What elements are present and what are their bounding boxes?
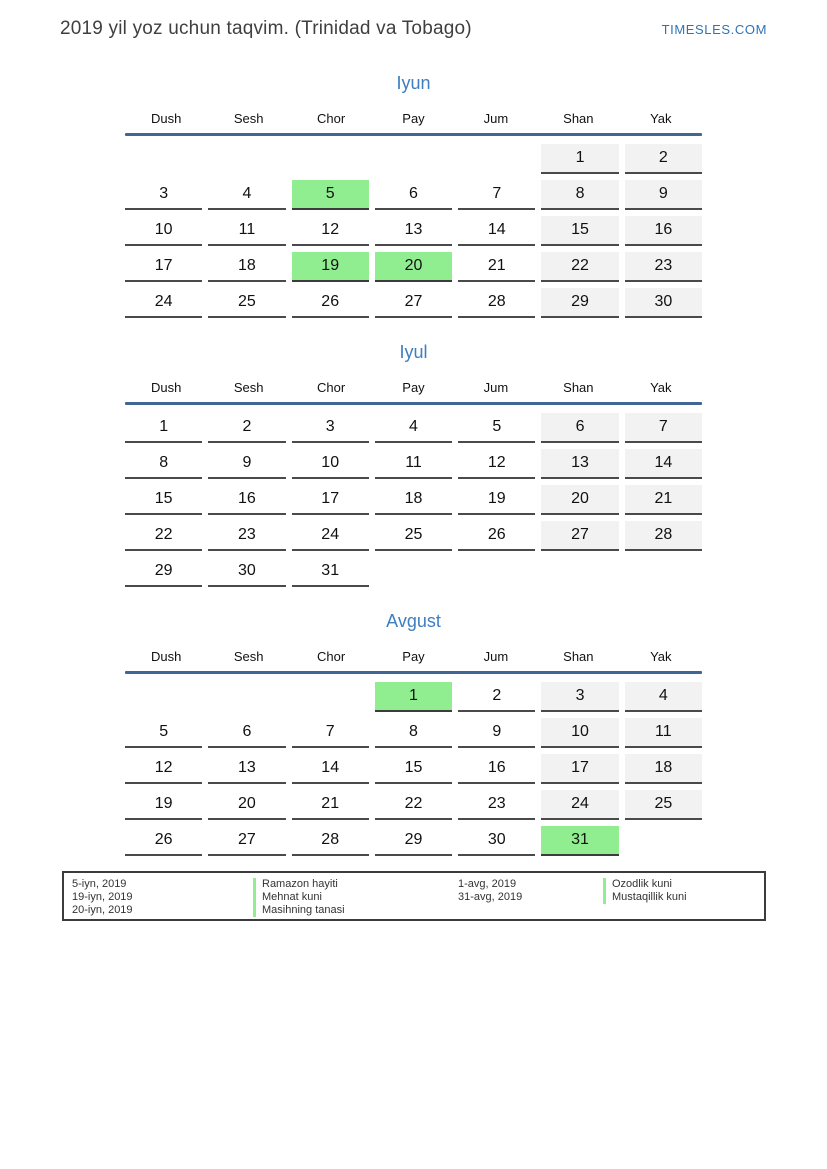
day-cell: 30 (208, 557, 285, 587)
legend-date: 31-avg, 2019 (458, 891, 523, 903)
weekend-day-cell: 30 (625, 288, 702, 318)
weekend-day-cell: 1 (541, 144, 618, 174)
day-cell: 9 (208, 449, 285, 479)
day-cell: 23 (458, 790, 535, 820)
month-divider-rule (125, 133, 702, 136)
weekend-day-cell: 24 (541, 790, 618, 820)
day-cell: 23 (208, 521, 285, 551)
legend-holiday-name: Mustaqillik kuni (603, 891, 687, 904)
page-title: 2019 yil yoz uchun taqvim. (Trinidad va Tobago) (60, 18, 472, 39)
day-cell: 7 (292, 718, 369, 748)
day-cell: 12 (458, 449, 535, 479)
legend-holiday-name: Ramazon hayiti (253, 878, 338, 891)
day-cell: 4 (375, 413, 452, 443)
weekend-day-cell: 8 (541, 180, 618, 210)
day-cell: 5 (125, 718, 202, 748)
day-cell: 12 (292, 216, 369, 246)
empty-cell (125, 144, 202, 174)
weekday-label: Shan (563, 380, 594, 395)
legend-holiday-name: Masihning tanasi (253, 904, 345, 917)
day-cell: 4 (208, 180, 285, 210)
weekday-label: Pay (402, 111, 425, 126)
weekday-label: Dush (151, 649, 182, 664)
empty-cell (458, 557, 535, 587)
day-cell: 8 (125, 449, 202, 479)
day-cell: 13 (375, 216, 452, 246)
holiday-day-cell: 31 (541, 826, 618, 856)
month-divider-rule (125, 402, 702, 405)
weekday-label: Yak (650, 111, 672, 126)
weekend-day-cell: 9 (625, 180, 702, 210)
weekday-label: Sesh (233, 380, 264, 395)
brand-link[interactable]: TIMESLES.COM (661, 22, 767, 37)
legend-box (62, 871, 766, 921)
holiday-day-cell: 19 (292, 252, 369, 282)
weekday-label: Shan (563, 111, 594, 126)
weekend-day-cell: 25 (625, 790, 702, 820)
day-cell: 26 (125, 826, 202, 856)
weekday-label: Sesh (233, 111, 264, 126)
weekday-label: Yak (650, 649, 672, 664)
legend-grid (64, 873, 764, 917)
legend-spacer (458, 904, 603, 917)
day-cell: 30 (458, 826, 535, 856)
day-cell: 7 (458, 180, 535, 210)
page-header (60, 18, 767, 40)
legend-spacer (603, 904, 764, 917)
day-cell: 6 (375, 180, 452, 210)
empty-cell (125, 682, 202, 712)
day-cell: 25 (208, 288, 285, 318)
weekend-day-cell: 4 (625, 682, 702, 712)
weekday-label: Pay (402, 380, 425, 395)
month-title: Iyul (399, 342, 428, 362)
day-cell: 24 (125, 288, 202, 318)
day-cell: 2 (208, 413, 285, 443)
weekend-day-cell: 6 (541, 413, 618, 443)
empty-cell (541, 557, 618, 587)
day-cell: 28 (292, 826, 369, 856)
empty-cell (625, 557, 702, 587)
day-cell: 13 (208, 754, 285, 784)
day-grid (125, 682, 702, 856)
day-cell: 29 (375, 826, 452, 856)
weekend-day-cell: 17 (541, 754, 618, 784)
empty-cell (292, 144, 369, 174)
weekend-day-cell: 3 (541, 682, 618, 712)
weekend-day-cell: 22 (541, 252, 618, 282)
holiday-day-cell: 1 (375, 682, 452, 712)
month-avgust (125, 608, 702, 856)
day-cell: 22 (375, 790, 452, 820)
weekday-label: Dush (151, 111, 182, 126)
day-cell: 17 (292, 485, 369, 515)
month-divider-rule (125, 671, 702, 674)
weekday-header-row (125, 110, 702, 128)
weekday-label: Jum (483, 111, 509, 126)
legend-holiday-name: Mehnat kuni (253, 891, 322, 904)
weekday-label: Chor (316, 649, 346, 664)
legend-date: 5-iyn, 2019 (72, 878, 127, 890)
day-cell: 6 (208, 718, 285, 748)
empty-cell (625, 826, 702, 856)
day-cell: 19 (458, 485, 535, 515)
day-cell: 18 (208, 252, 285, 282)
weekday-label: Chor (316, 111, 346, 126)
weekend-day-cell: 18 (625, 754, 702, 784)
day-cell: 21 (292, 790, 369, 820)
month-iyun (125, 70, 702, 318)
day-cell: 10 (292, 449, 369, 479)
weekend-day-cell: 14 (625, 449, 702, 479)
day-cell: 20 (208, 790, 285, 820)
weekday-label: Jum (483, 380, 509, 395)
weekday-label: Jum (483, 649, 509, 664)
day-cell: 18 (375, 485, 452, 515)
day-cell: 5 (458, 413, 535, 443)
day-cell: 22 (125, 521, 202, 551)
weekday-label: Sesh (233, 649, 264, 664)
month-title: Avgust (386, 611, 441, 631)
day-cell: 2 (458, 682, 535, 712)
weekend-day-cell: 28 (625, 521, 702, 551)
holiday-day-cell: 20 (375, 252, 452, 282)
day-cell: 24 (292, 521, 369, 551)
day-cell: 16 (208, 485, 285, 515)
weekend-day-cell: 20 (541, 485, 618, 515)
weekend-day-cell: 2 (625, 144, 702, 174)
day-cell: 12 (125, 754, 202, 784)
empty-cell (375, 557, 452, 587)
weekend-day-cell: 10 (541, 718, 618, 748)
day-cell: 14 (292, 754, 369, 784)
holiday-day-cell: 5 (292, 180, 369, 210)
empty-cell (292, 682, 369, 712)
weekend-day-cell: 11 (625, 718, 702, 748)
day-cell: 15 (375, 754, 452, 784)
empty-cell (208, 144, 285, 174)
legend-date: 20-iyn, 2019 (72, 904, 133, 916)
day-cell: 9 (458, 718, 535, 748)
legend-holiday-name: Ozodlik kuni (603, 878, 672, 891)
legend-date: 1-avg, 2019 (458, 878, 517, 890)
day-cell: 3 (292, 413, 369, 443)
day-cell: 15 (125, 485, 202, 515)
weekday-label: Chor (316, 380, 346, 395)
weekend-day-cell: 16 (625, 216, 702, 246)
day-cell: 14 (458, 216, 535, 246)
day-cell: 27 (375, 288, 452, 318)
day-cell: 1 (125, 413, 202, 443)
calendar-months (125, 70, 702, 856)
legend-date: 19-iyn, 2019 (72, 891, 133, 903)
day-cell: 31 (292, 557, 369, 587)
day-cell: 19 (125, 790, 202, 820)
day-cell: 3 (125, 180, 202, 210)
day-cell: 27 (208, 826, 285, 856)
day-cell: 10 (125, 216, 202, 246)
weekend-day-cell: 23 (625, 252, 702, 282)
weekday-label: Yak (650, 380, 672, 395)
day-cell: 11 (375, 449, 452, 479)
day-cell: 25 (375, 521, 452, 551)
day-cell: 17 (125, 252, 202, 282)
weekend-day-cell: 7 (625, 413, 702, 443)
month-iyul (125, 339, 702, 587)
weekend-day-cell: 21 (625, 485, 702, 515)
weekday-header-row (125, 648, 702, 666)
weekend-day-cell: 27 (541, 521, 618, 551)
day-cell: 29 (125, 557, 202, 587)
empty-cell (208, 682, 285, 712)
month-title: Iyun (396, 73, 431, 93)
weekday-label: Dush (151, 380, 182, 395)
day-cell: 26 (458, 521, 535, 551)
day-cell: 11 (208, 216, 285, 246)
day-cell: 8 (375, 718, 452, 748)
weekday-label: Shan (563, 649, 594, 664)
day-grid (125, 413, 702, 587)
weekday-label: Pay (402, 649, 425, 664)
empty-cell (458, 144, 535, 174)
day-cell: 21 (458, 252, 535, 282)
day-cell: 26 (292, 288, 369, 318)
weekday-header-row (125, 379, 702, 397)
weekend-day-cell: 29 (541, 288, 618, 318)
day-cell: 28 (458, 288, 535, 318)
empty-cell (375, 144, 452, 174)
day-cell: 16 (458, 754, 535, 784)
weekend-day-cell: 15 (541, 216, 618, 246)
weekend-day-cell: 13 (541, 449, 618, 479)
day-grid (125, 144, 702, 318)
